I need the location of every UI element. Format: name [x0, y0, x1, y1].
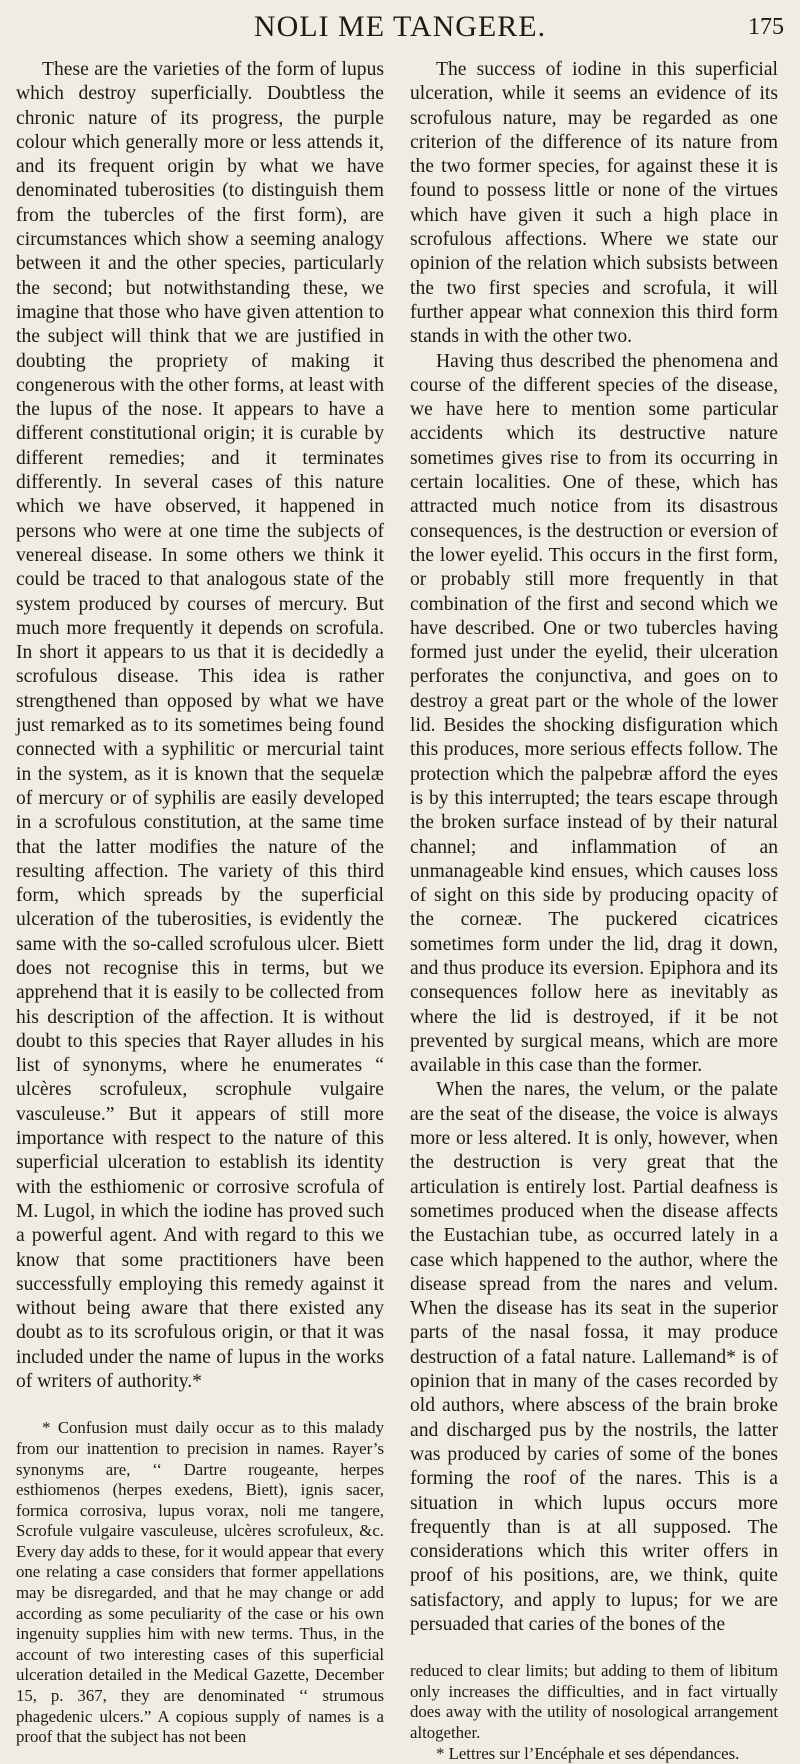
right-paragraph-1: The success of iodine in this superficial ulceration, while it seems an evidence of its scrofulous nature, may be regarded as one criterion of the difference of its nature from the two former species, for against these it is found to possess little or none of the virtues which have given it such a high place in scrofulous affections. Where we state our opinion of the relation which subsists between the two first species and scrofula, it will further appear what connexion this third form stands in with the other two. [410, 59, 778, 348]
right-footnote-2: * Lettres sur l’Encéphale et ses dépendances. [436, 1743, 740, 1763]
page-header [0, 6, 800, 48]
right-footnote-continuation: reduced to clear limits; but adding to them of libitum only increases the difficulties, and in fact virtually does away with the utility of nosological arrangement altogether. [410, 1661, 778, 1743]
running-title: NOLI ME TANGERE. [253, 10, 547, 43]
right-column [410, 58, 778, 1763]
right-paragraph-2: Having thus described the phenomena and course of the different species of the disease, we have here to mention some particular accidents which its destructive nature sometimes gives rise to from its occurring in certain localities. One of these, which has attracted much notice from its disastrous consequences, is the destruction or eversion of the lower eyelid. This occurs in the first form, or probably still more frequently in that combination of the first and second which we have described. One or two tubercles having formed just under the eyelid, their ulceration perforates the conjunctiva, and goes on to destroy a great part or the whole of the lower lid. Besides the shocking disfiguration which this produces, more serious effects follow. The protection which the palpebræ afford the eyes is by this interrupted; the tears escape through the broken surface instead of by their natural channel; and inflammation of an unmanageable kind ensues, which causes loss of sight on this side by producing opacity of the corneæ. The puckered cicatrices sometimes form under the lid, drag it down, and thus produce its eversion. Epiphora and its consequences follow here as inevitably as where the lid is destroyed, if it be not prevented by surgical means, which are more available in this case than the former. [410, 350, 778, 1077]
right-paragraph-3: When the nares, the velum, or the palate are the seat of the disease, the voice is always more or less altered. It is only, however, when the destruction is very great that the articulation is entirely lost. Partial deafness is sometimes produced when the disease affects the Eustachian tube, as occurred lately in a case which happened to the author, where the disease spread from the nares and velum. When the disease has its seat in the superior parts of the nasal fossa, it may produce destruction of a fatal nature. Lallemand* is of opinion that in many of the cases recorded by old authors, where abscess of the brain broke and discharged pus by the nostrils, the latter was produced by caries of some of the bones forming the roof of the nares. This is a situation in which lupus occurs more frequently than is at all supposed. The considerations which this writer offers in proof of his positions, are, we think, quite satisfactory, and apply to lupus; for we are persuaded that caries of the bones of the [410, 1079, 778, 1635]
left-column [16, 58, 384, 1747]
page-number: 175 [748, 14, 784, 40]
left-footnote: * Confusion must daily occur as to this malady from our inattention to precision in names. Rayer’s synonyms are, ‘‘ Dartre rougeante, herpes esthiomenos (herpes exedens, Biett), ignis sacer, formica corrosiva, lupus vorax, noli me tangere, Scrofule vulgaire vasculeuse, ulcères scrofuleux, &c. Every day adds to these, for it would appear that every one relating a case considers that former appellations may be disregarded, and that he may change or add according as some peculiarity of the case or his own ingenuity supplies him with new terms. Thus, in the account of two interesting cases of this superficial ulceration detailed in the Medical Gazette, December 15, p. 367, they are denominated ‘‘ strumous phagedenic ulcers.” A copious supply of names is a proof that the subject has not been [16, 1418, 384, 1747]
left-paragraph: These are the varieties of the form of lupus which destroy superficially. Doubtless the chronic nature of its progress, the purple colour which generally more or less attends it, and its frequent origin by what we have denominated tuberosities (to distinguish them from the tubercles of the first form), are circumstances which show a seeming analogy between it and the other species, particularly the second; but notwithstanding these, we imagine that those who have given attention to the subject will think that we are justified in doubting the propriety of making it congenerous with the other forms, at least with the lupus of the nose. It appears to have a different constitutional origin; it is curable by different remedies; and it terminates differently. In several cases of this nature which we have observed, it happened in persons who were at one time the subjects of venereal disease. In some others we think it could be traced to that analogous state of the system produced by courses of mercury. But much more frequently it depends on scrofula. In short it appears to us that it is decidedly a scrofulous disease. This idea is rather strengthened than opposed by what we have just remarked as to its sometimes being found connected with a syphilitic or mercurial taint in the system, as it is known that the sequelæ of mercury or of syphilis are easily developed in a scrofulous constitution, at the same time that the latter modifies the nature of the resulting affection. The variety of this third form, which spreads by the superficial ulceration of the tuberosities, is evidently the same with the so-called scrofulous ulcer. Biett does not recognise this in terms, but we apprehend that it is easily to be collected from his description of the affection. It is without doubt to this species that Rayer alludes in his list of synonyms, where he enumerates “ ulcères scrofuleux, scrophule vulgaire vasculeuse.” But it appears of still more importance with respect to the nature of this superficial ulceration to establish its identity with the esthiomenic or corrosive scrofula of M. Lugol, in which the iodine has proved such a powerful agent. And with regard to this we know that some practitioners have been successfully employing this remedy against it without being aware that there existed any doubt as to its scrofulous origin, or that it was included under the name of lupus in the works of writers of authority.* [16, 59, 384, 1393]
